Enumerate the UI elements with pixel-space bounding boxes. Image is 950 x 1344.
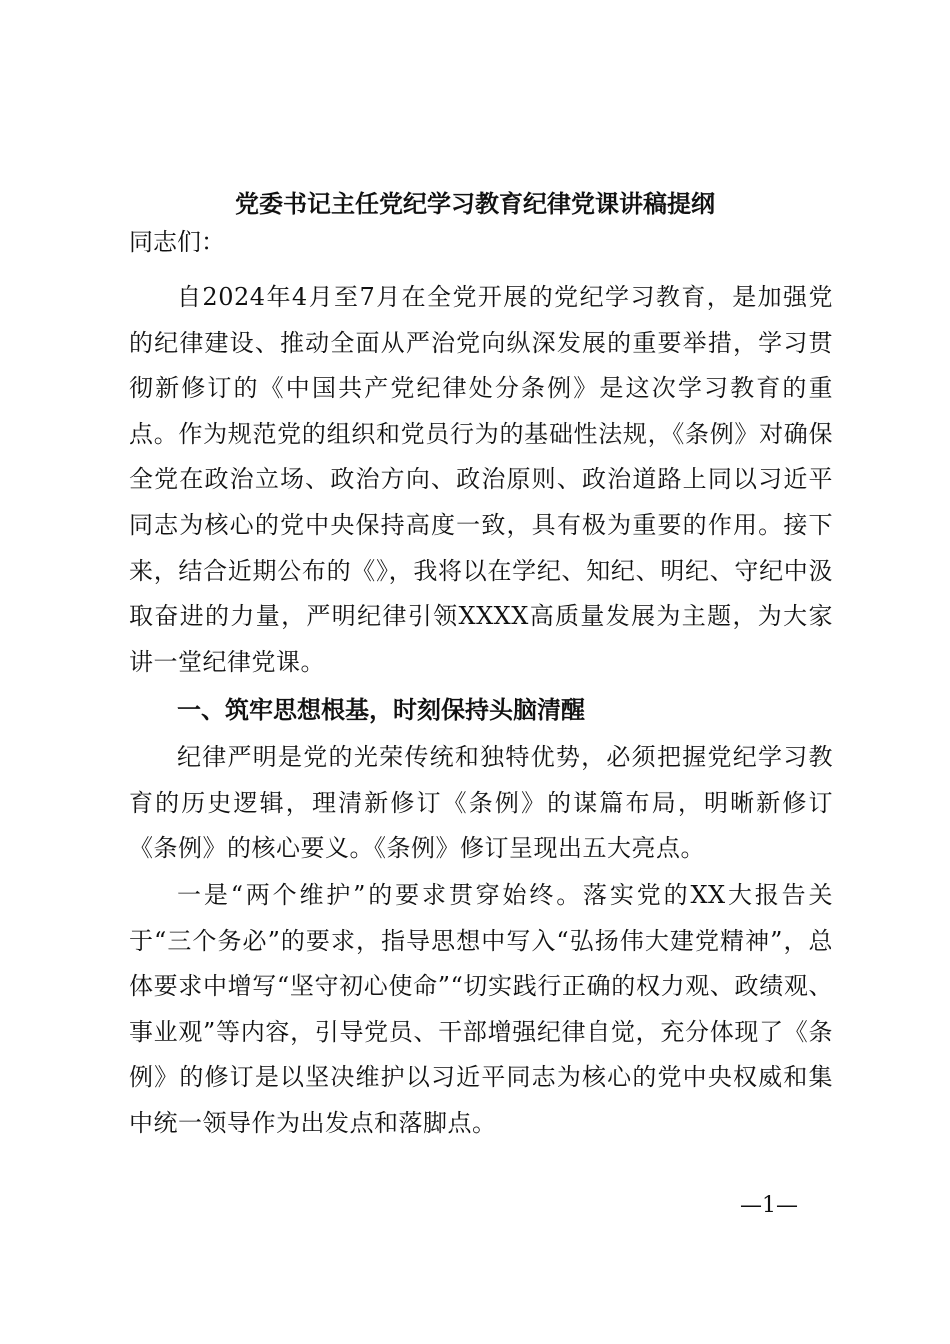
paragraph-intro: 自2024年4月至7月在全党开展的党纪学习教育，是加强党的纪律建设、推动全面从严治党向纵深发展的重要举措，学习贯彻新修订的《中国共产党纪律处分条例》是这次学习教育的重点。作为规范党的组织和党员行为的基础性法规，《条例》对确保全党在政治立场、政治方向、政治原则、政治道路上同以习近平同志为核心的党中央保持高度一致，具有极为重要的作用。接下来，结合近期公布的《》，我将以在学纪、知纪、明纪、守纪中汲取奋进的力量，严明纪律引领XXXX高质量发展为主题，为大家讲一堂纪律党课。 [129, 283, 833, 676]
document-title: 党委书记主任党纪学习教育纪律党课讲稿提纲 [235, 189, 715, 218]
paragraph-point-one: 一是“两个维护”的要求贯穿始终。落实党的XX大报告关于“三个务必”的要求，指导思想中写入“弘扬伟大建党精神”，总体要求中增写“坚守初心使命”“切实践行正确的权力观、政绩观、事业观”等内容，引导党员、干部增强纪律自觉，充分体现了《条例》的修订是以坚决维护以习近平同志为核心的党中央权威和集中统一领导作为出发点和落脚点。 [129, 881, 833, 1137]
section-heading: 一、筑牢思想根基，时刻保持头脑清醒 [177, 695, 585, 724]
salutation: 同志们： [129, 228, 225, 256]
page-number: —1— [740, 1193, 798, 1218]
paragraph-discipline: 纪律严明是党的光荣传统和独特优势，必须把握党纪学习教育的历史逻辑，理清新修订《条例》的谋篇布局，明晰新修订《条例》的核心要义。《条例》修订呈现出五大亮点。 [129, 743, 833, 863]
